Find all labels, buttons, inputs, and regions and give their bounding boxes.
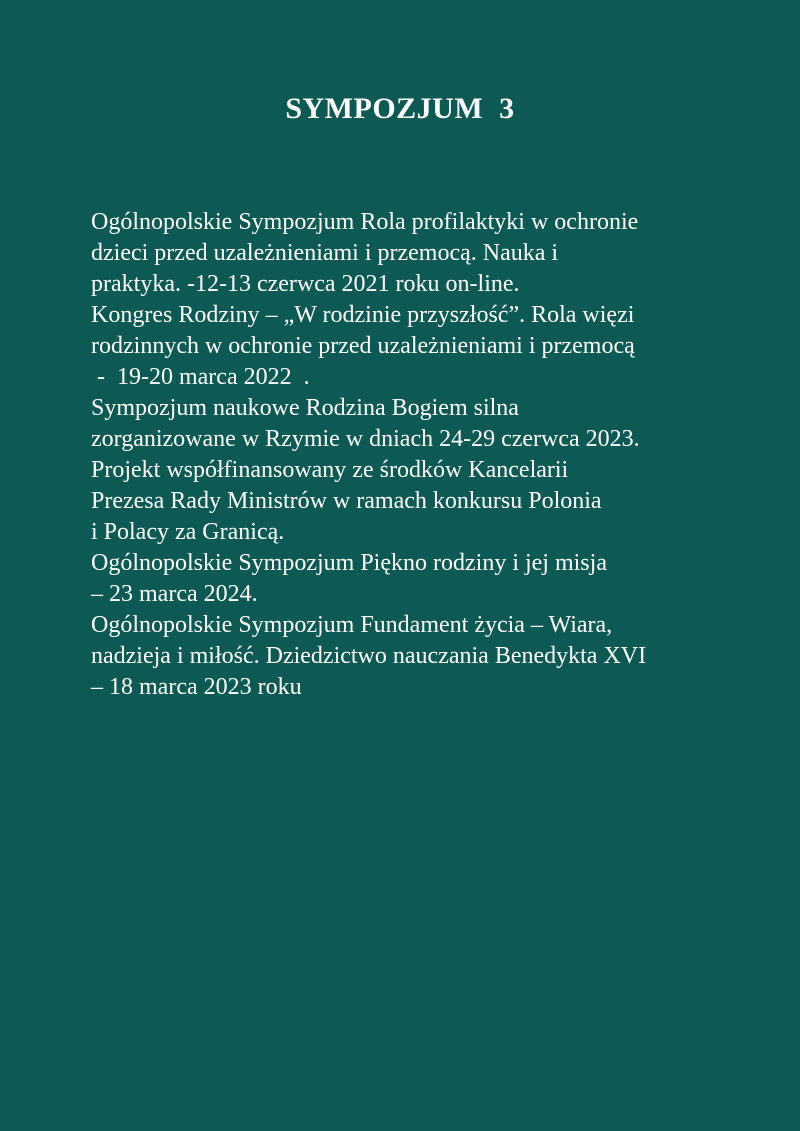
text-line: praktyka. -12-13 czerwca 2021 roku on-line. — [91, 271, 520, 297]
symposium-list-text — [91, 207, 771, 703]
text-line: Kongres Rodziny – „W rodzinie przyszłość”. Rola więzi — [91, 302, 635, 328]
text-line: – 23 marca 2024. — [91, 581, 258, 607]
text-line: nadzieja i miłość. Dziedzictwo nauczania Benedykta XVI — [91, 643, 647, 669]
text-line: Ogólnopolskie Sympozjum Piękno rodziny i jej misja — [91, 550, 607, 576]
text-line: i Polacy za Granicą. — [91, 519, 285, 545]
text-line: rodzinnych w ochronie przed uzależnieniami i przemocą — [91, 333, 635, 359]
text-line: Prezesa Rady Ministrów w ramach konkursu Polonia — [91, 488, 602, 514]
page-title: SYMPOZJUM 3 — [285, 92, 515, 125]
text-line: dzieci przed uzależnieniami i przemocą. Nauka i — [91, 240, 559, 266]
text-line: zorganizowane w Rzymie w dniach 24-29 czerwca 2023. — [91, 426, 640, 452]
text-line: – 18 marca 2023 roku — [91, 674, 302, 700]
text-line: Sympozjum naukowe Rodzina Bogiem silna — [91, 395, 519, 421]
text-line: - 19-20 marca 2022 . — [91, 364, 310, 390]
text-line: Ogólnopolskie Sympozjum Fundament życia – Wiara, — [91, 612, 613, 638]
text-line: Projekt współfinansowany ze środków Kancelarii — [91, 457, 569, 483]
text-line: Ogólnopolskie Sympozjum Rola profilaktyki w ochronie — [91, 209, 639, 235]
